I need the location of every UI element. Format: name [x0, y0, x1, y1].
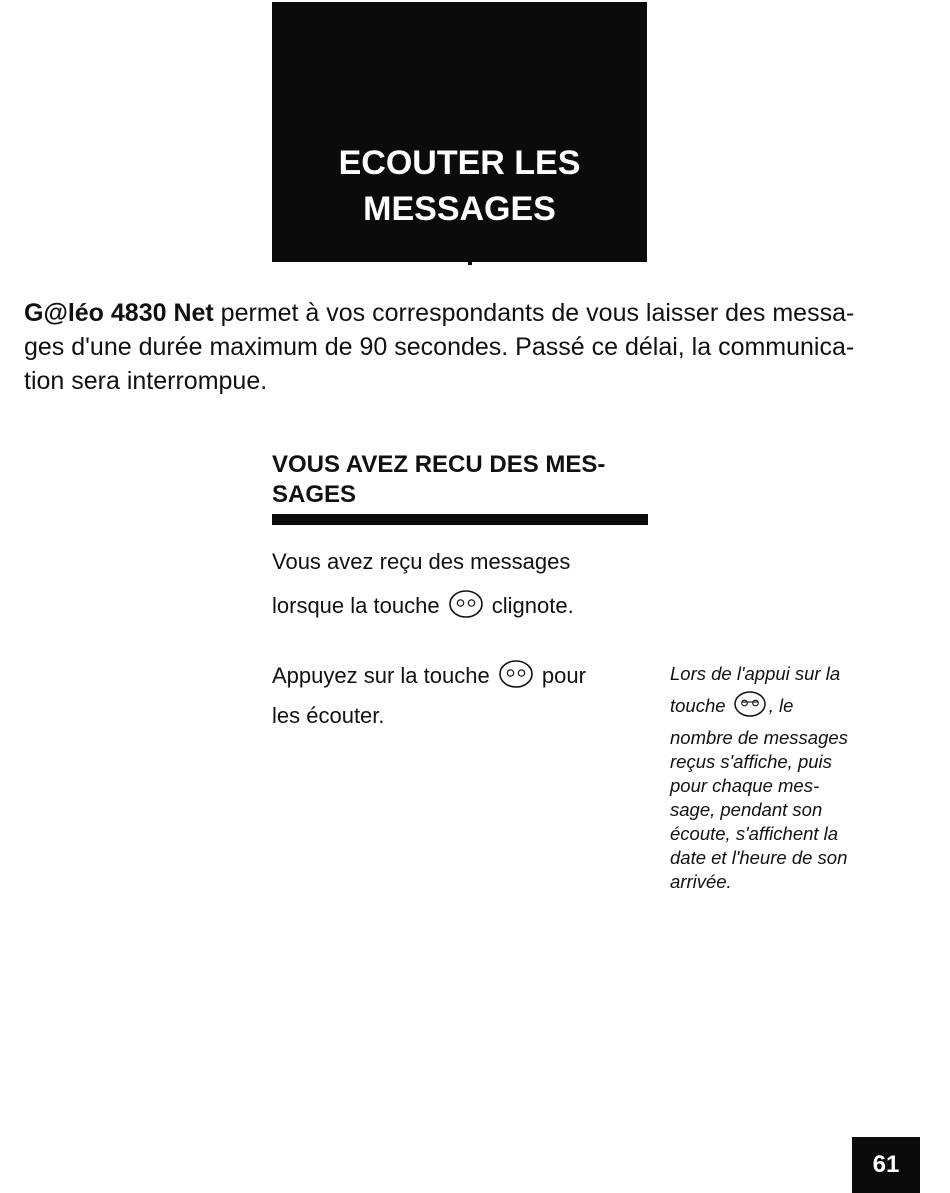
intro-line-2: ges d'une durée maximum de 90 secondes. Passé ce délai, la communica-: [24, 333, 855, 361]
note-line-2-after: , le: [768, 695, 794, 716]
intro-line-1: [24, 296, 924, 330]
chapter-title: [272, 140, 647, 232]
intro-paragraph: [24, 296, 924, 398]
chapter-title-line-1: ECOUTER LES: [338, 144, 581, 182]
para1-line-2-after: clignote.: [485, 593, 574, 618]
voicemail-key-icon: [498, 659, 534, 689]
voicemail-key-icon: [448, 589, 484, 619]
page-number: 61: [852, 1137, 920, 1193]
note-line-5: pour chaque mes-: [670, 775, 820, 796]
section-heading-line-1: VOUS AVEZ RECU DES MES-: [272, 451, 606, 478]
note-line-4: reçus s'affiche, puis: [670, 751, 832, 772]
chapter-title-block: [272, 2, 647, 262]
note-line-2-before: touche: [670, 695, 731, 716]
para1-line-2-before: lorsque la touche: [272, 593, 446, 618]
title-block-tick: [468, 262, 472, 265]
note-line-9: arrivée.: [670, 871, 732, 892]
voicemail-key-icon: [733, 690, 767, 718]
listen-instructions-paragraph: [272, 656, 586, 736]
para2-line-1-before: Appuyez sur la touche: [272, 663, 496, 688]
received-messages-paragraph: [272, 540, 574, 628]
side-note: [670, 662, 910, 894]
para1-line-2: [272, 584, 574, 628]
intro-line-1-text: permet à vos correspondants de vous laisser des messa-: [213, 299, 855, 327]
para1-line-1: Vous avez reçu des messages: [272, 549, 571, 574]
note-line-7: écoute, s'affichent la: [670, 823, 839, 844]
note-line-1: Lors de l'appui sur la: [670, 663, 841, 684]
para2-line-2: les écouter.: [272, 703, 385, 728]
note-line-2: [670, 686, 910, 726]
section-heading-line-2: SAGES: [272, 481, 357, 508]
intro-line-3: tion sera interrompue.: [24, 367, 268, 395]
product-name: G@léo 4830 Net: [24, 299, 214, 327]
note-line-3: nombre de messages: [670, 727, 848, 748]
para2-line-1: [272, 656, 586, 696]
chapter-title-line-2: MESSAGES: [363, 190, 556, 228]
section-heading: [272, 450, 652, 510]
note-line-8: date et l'heure de son: [670, 847, 848, 868]
section-divider: [272, 514, 648, 525]
para2-line-1-after: pour: [535, 663, 586, 688]
note-line-6: sage, pendant son: [670, 799, 823, 820]
